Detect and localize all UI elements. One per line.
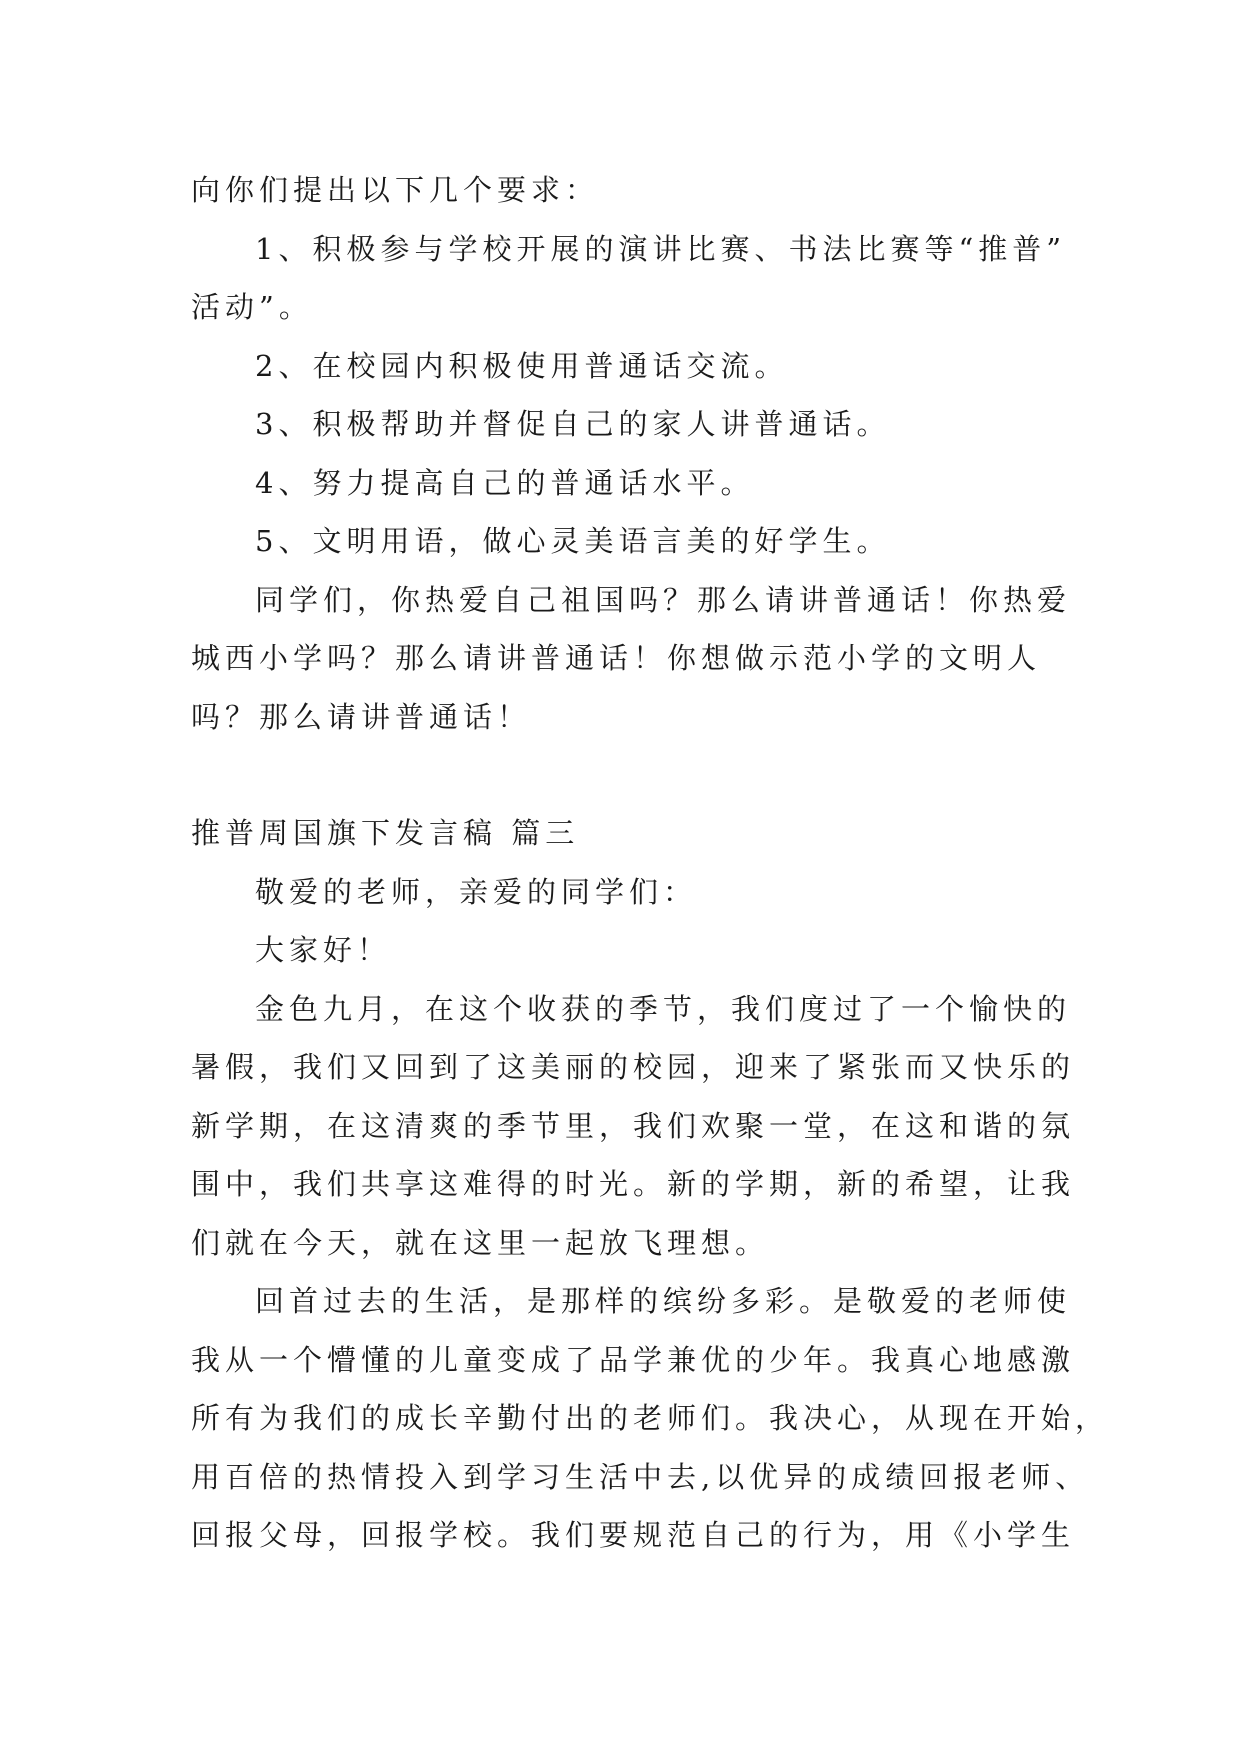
closing-line-1: 同学们，你热爱自己祖国吗？那么请讲普通话！你热爱 <box>255 582 1072 617</box>
paragraph-2-line-3: 所有为我们的成长辛勤付出的老师们。我决心，从现在开始， <box>191 1401 1110 1435</box>
requirement-1-line-2: 活动”。 <box>191 290 313 324</box>
paragraph-1-line-4: 围中，我们共享这难得的时光。新的学期，新的希望，让我 <box>191 1167 1076 1201</box>
requirement-2: 2、在校园内积极使用普通话交流。 <box>255 348 789 383</box>
paragraph-1-line-5: 们就在今天，就在这里一起放飞理想。 <box>191 1225 770 1260</box>
section-title: 推普周国旗下发言稿 篇三 <box>191 816 580 850</box>
document-body <box>191 161 1110 1565</box>
paragraph-1-line-1: 金色九月，在这个收获的季节，我们度过了一个愉快的 <box>255 991 1072 1026</box>
requirement-4: 4、努力提高自己的普通话水平。 <box>255 465 755 500</box>
requirement-1-line-1: 1、积极参与学校开展的演讲比赛、书法比赛等“推普” <box>255 231 1067 266</box>
section-gap <box>191 746 1051 804</box>
salutation: 敬爱的老师，亲爱的同学们： <box>255 874 698 909</box>
closing-line-3: 吗？那么请讲普通话！ <box>191 699 532 734</box>
closing-line-2: 城西小学吗？那么请讲普通话！你想做示范小学的文明人 <box>191 641 1042 675</box>
paragraph-1-line-2: 暑假，我们又回到了这美丽的校园，迎来了紧张而又快乐的 <box>191 1050 1076 1084</box>
paragraph-2-line-2: 我从一个懵懂的儿童变成了品学兼优的少年。我真心地感激 <box>191 1342 1076 1377</box>
requirement-5: 5、文明用语，做心灵美语言美的好学生。 <box>255 524 891 558</box>
paragraph-2-line-5: 回报父母，回报学校。我们要规范自己的行为，用《小学生 <box>191 1518 1076 1552</box>
paragraph-1-line-3: 新学期，在这清爽的季节里，我们欢聚一堂，在这和谐的氛 <box>191 1108 1076 1143</box>
greeting: 大家好！ <box>255 933 392 967</box>
paragraph-2-line-1: 回首过去的生活，是那样的缤纷多彩。是敬爱的老师使 <box>255 1284 1072 1318</box>
paragraph-2-line-4: 用百倍的热情投入到学习生活中去,以优异的成绩回报老师、 <box>191 1459 1090 1494</box>
intro-line: 向你们提出以下几个要求： <box>191 173 600 207</box>
requirement-3: 3、积极帮助并督促自己的家人讲普通话。 <box>255 407 891 441</box>
